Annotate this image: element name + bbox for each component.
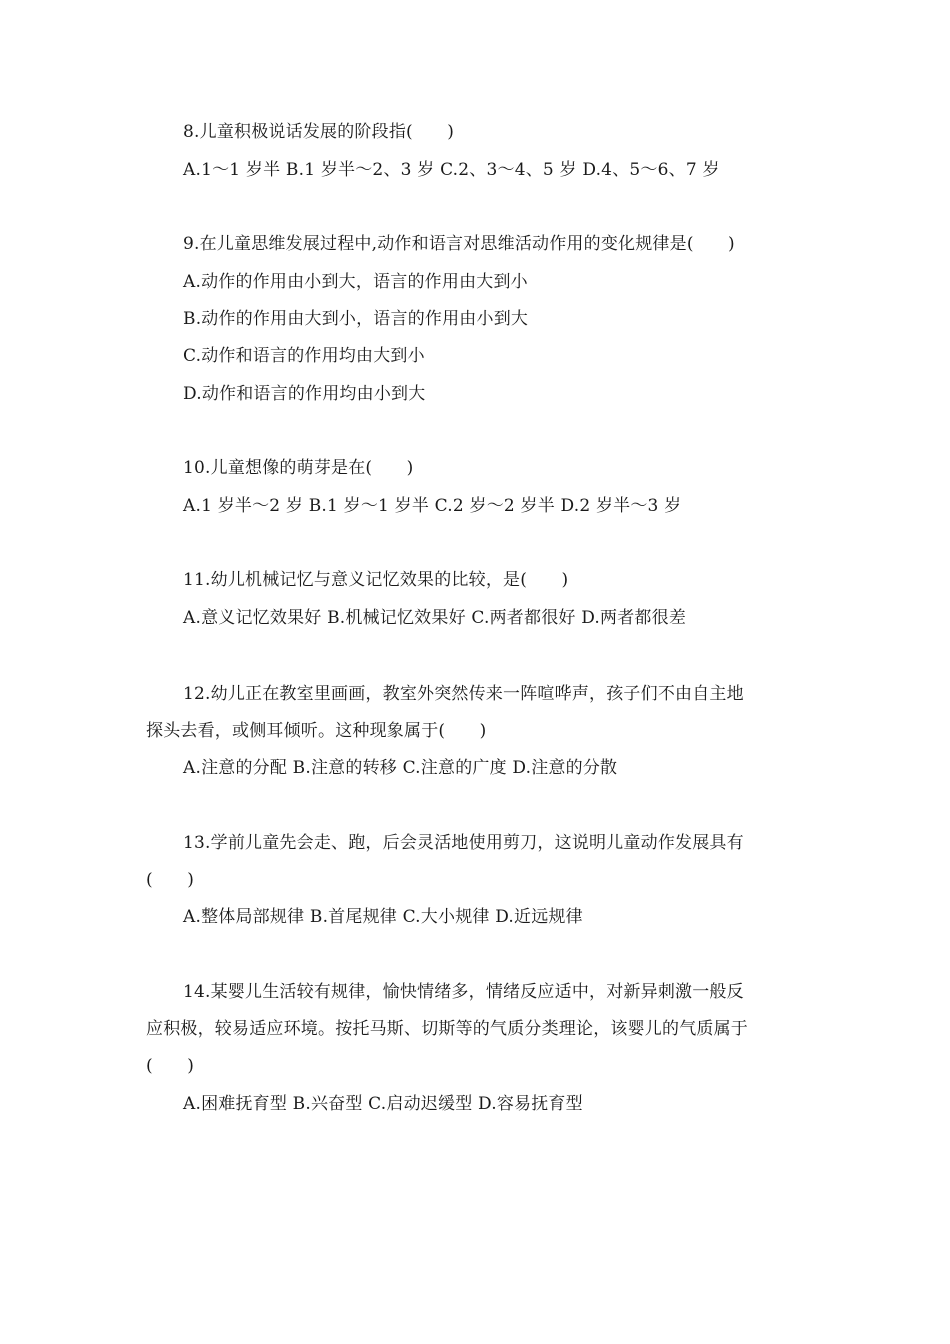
question-12-options: A.注意的分配 B.注意的转移 C.注意的广度 D.注意的分散	[183, 758, 618, 778]
question-12-stem-line-1: 12.幼儿正在教室里画画，教室外突然传来一阵喧哗声，孩子们不由自主地	[183, 684, 744, 704]
question-10-stem: 10.儿童想像的萌芽是在( )	[183, 458, 414, 478]
question-10-options: A.1 岁半～2 岁 B.1 岁～1 岁半 C.2 岁～2 岁半 D.2 岁半～3 岁	[183, 496, 682, 516]
question-13-stem-line-2: ( )	[146, 870, 195, 890]
question-8-stem: 8.儿童积极说话发展的阶段指( )	[183, 122, 455, 142]
question-12-stem-line-2: 探头去看，或侧耳倾听。这种现象属于( )	[146, 721, 487, 741]
question-13-stem-line-1: 13.学前儿童先会走、跑，后会灵活地使用剪刀，这说明儿童动作发展具有	[183, 833, 744, 853]
question-9-option-d: D.动作和语言的作用均由小到大	[183, 384, 426, 404]
question-8-options: A.1～1 岁半 B.1 岁半～2、3 岁 C.2、3～4、5 岁 D.4、5～6、7 岁	[183, 160, 720, 180]
question-11-stem: 11.幼儿机械记忆与意义记忆效果的比较，是( )	[183, 570, 569, 590]
question-14-stem-line-2: 应积极，较易适应环境。按托马斯、切斯等的气质分类理论，该婴儿的气质属于	[146, 1019, 748, 1039]
question-9-option-c: C.动作和语言的作用均由大到小	[183, 346, 425, 366]
question-14-stem-line-3: ( )	[146, 1056, 195, 1076]
question-11-options: A.意义记忆效果好 B.机械记忆效果好 C.两者都很好 D.两者都很差	[183, 608, 687, 628]
question-9-option-a: A.动作的作用由小到大，语言的作用由大到小	[183, 272, 528, 292]
question-9-option-b: B.动作的作用由大到小，语言的作用由小到大	[183, 309, 529, 329]
question-9-stem: 9.在儿童思维发展过程中,动作和语言对思维活动作用的变化规律是( )	[183, 234, 735, 254]
question-13-options: A.整体局部规律 B.首尾规律 C.大小规律 D.近远规律	[183, 907, 583, 927]
question-14-options: A.困难抚育型 B.兴奋型 C.启动迟缓型 D.容易抚育型	[183, 1094, 583, 1114]
question-14-stem-line-1: 14.某婴儿生活较有规律，愉快情绪多，情绪反应适中，对新异刺激一般反	[183, 982, 744, 1002]
